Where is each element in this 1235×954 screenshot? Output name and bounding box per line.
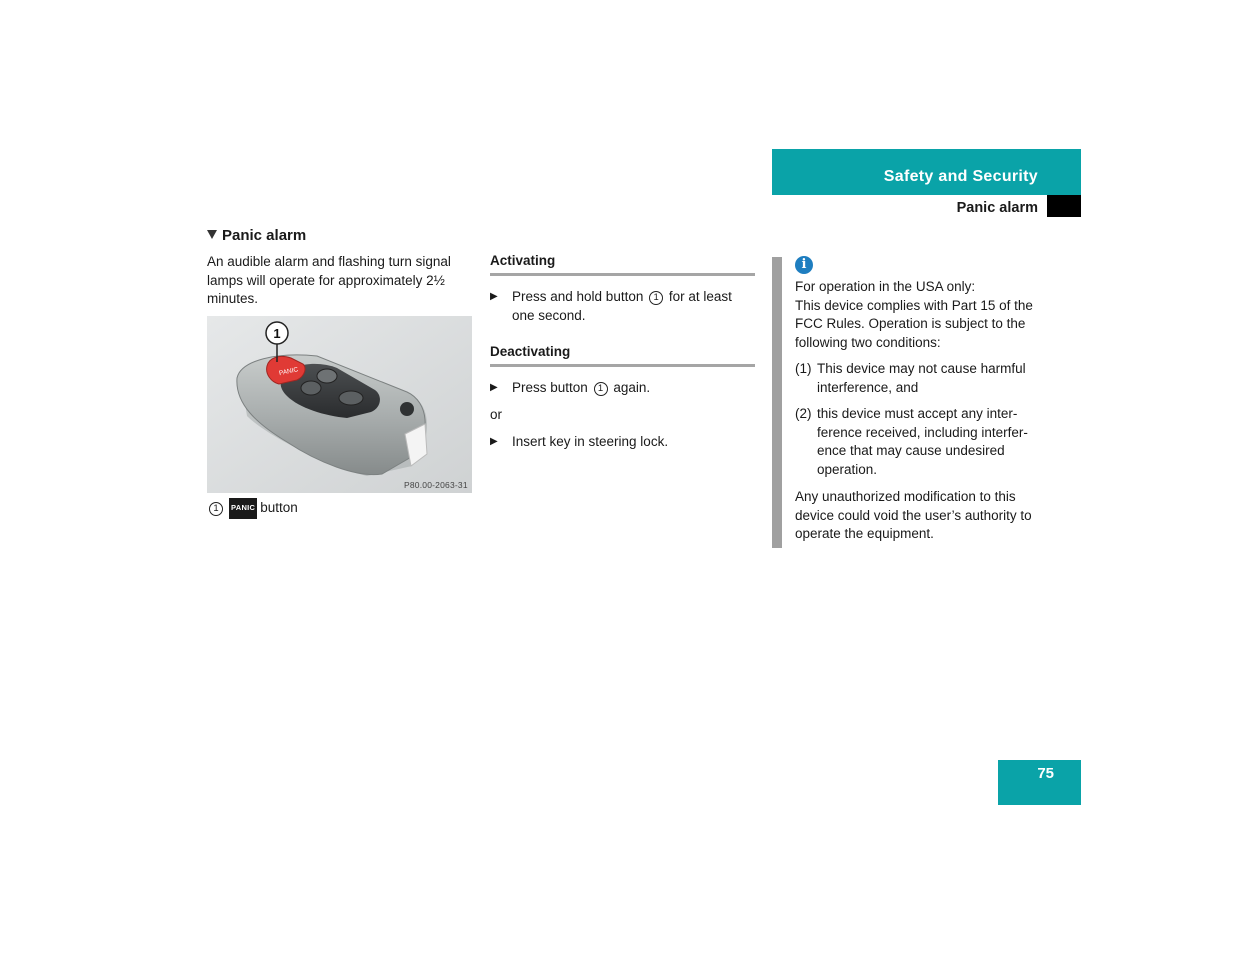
condition-2-text: this device must accept any inter-ference received, including interfer-ence that may cause undesired operation.	[817, 406, 1028, 477]
caption-text: button	[260, 500, 298, 515]
deactivating-step-2-text: Insert key in steering lock.	[512, 434, 669, 449]
triangle-down-icon	[207, 230, 217, 239]
bullet-arrow-icon: ▶	[490, 436, 498, 447]
step-number: 1	[594, 382, 608, 396]
activating-step	[490, 288, 755, 325]
callout-number: 1	[273, 326, 281, 341]
subsection-title: Panic alarm	[956, 200, 1038, 216]
deactivating-step-2	[490, 433, 755, 452]
panic-button-label: PANIC	[278, 366, 299, 378]
section-title: Safety and Security	[883, 168, 1038, 185]
condition-1-text: This device may not cause harmful interference, and	[817, 361, 1026, 395]
bullet-arrow-icon: ▶	[490, 382, 498, 393]
intro-paragraph: An audible alarm and flashing turn signal lamps will operate for approximately 2½ minutes.	[207, 254, 451, 307]
panic-alarm-heading-text: Panic alarm	[222, 227, 307, 244]
key-fob-illustration	[207, 316, 472, 493]
panic-symbol: PANIC	[229, 498, 257, 519]
info-closing: Any unauthorized modification to this device could void the user’s authority to operate the equipment.	[795, 489, 1032, 542]
page-number: 75	[1037, 765, 1054, 782]
panic-alarm-heading	[207, 227, 306, 244]
key-fob-photo	[207, 316, 472, 493]
deactivating-heading: Deactivating	[490, 344, 571, 359]
bullet-arrow-icon: ▶	[490, 291, 498, 302]
condition-1-label: (1)	[795, 361, 812, 376]
info-intro: For operation in the USA only: This device complies with Part 15 of the FCC Rules. Operation is subject to the following two conditions:	[795, 279, 1033, 350]
info-icon: i	[795, 256, 813, 274]
deactivating-rule	[490, 364, 755, 367]
step-number: 1	[649, 291, 663, 305]
photo-caption	[207, 498, 298, 519]
or-text: or	[490, 407, 503, 422]
deactivating-step-1-text: Press button 1 again.	[512, 380, 651, 395]
thumb-tab-marker	[1047, 195, 1081, 217]
info-sidebar-bar	[772, 257, 782, 548]
deactivating-step-1	[490, 379, 755, 398]
activating-rule	[490, 273, 755, 276]
caption-number: 1	[209, 502, 223, 516]
activating-heading: Activating	[490, 253, 556, 268]
condition-2-label: (2)	[795, 406, 812, 421]
photo-reference-code: P80.00-2063-31	[404, 480, 468, 490]
condition-2	[795, 405, 1045, 479]
condition-1	[795, 360, 1045, 397]
activating-step-text: Press and hold button 1 for at least one second.	[512, 289, 732, 323]
